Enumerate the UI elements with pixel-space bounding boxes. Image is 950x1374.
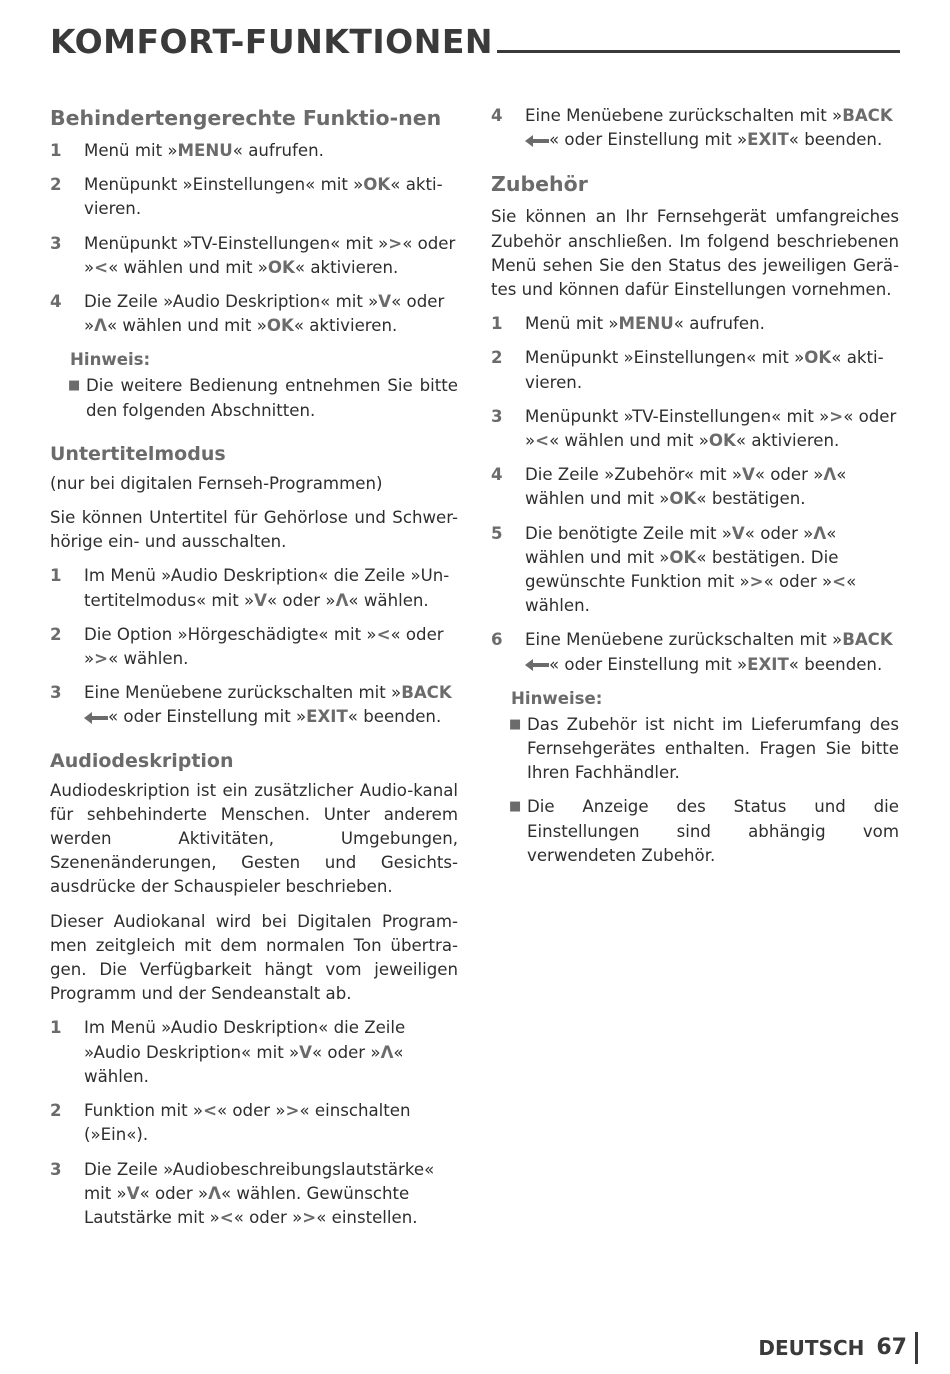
bullet-square-icon: ■ (509, 716, 522, 732)
key-label: EXIT (306, 707, 348, 727)
step-item (491, 628, 899, 676)
step-text-part: Funktion mit » (84, 1101, 204, 1121)
page-footer (758, 1330, 918, 1366)
key-label: MENU (177, 141, 233, 160)
key-label: > (285, 1101, 300, 1121)
step-text-part: Eine Menüebene zurückschalten mit » (525, 106, 843, 125)
step-item (50, 290, 458, 338)
step-number: 2 (50, 175, 62, 195)
key-label: OK (363, 175, 391, 195)
key-label: Λ (823, 465, 837, 485)
key-label: V (378, 292, 392, 312)
step-text-part: « aktivieren. (735, 431, 840, 451)
step-item (491, 104, 899, 152)
section-heading: Behindertengerechte Funktio-nen (50, 106, 442, 130)
step-text-part: « wählen und mit » (525, 465, 847, 509)
key-label: BACK (401, 683, 452, 703)
step-text-part: « akti-vieren. (525, 348, 884, 392)
step-text-part: « oder » (266, 590, 336, 610)
step-text-part: « oder » (139, 1183, 209, 1203)
step-text (84, 290, 458, 338)
key-label: OK (669, 547, 697, 567)
step-text-part: « oder Einstellung mit » (549, 654, 748, 674)
key-label: > (749, 572, 764, 592)
step-text-part: « wählen. (348, 590, 429, 610)
key-label: < (832, 572, 847, 592)
step-text-part: Menüpunkt »TV-Einstellungen« mit » (525, 406, 830, 426)
step-text-part: « oder » (233, 1207, 303, 1227)
step-number: 3 (491, 406, 503, 426)
step-text-part: Im Menü »Audio Deskription« die Zeile »Un-tertitelmodus« mit » (84, 566, 450, 610)
note-item (509, 795, 899, 868)
note-text: Die weitere Bedienung entnehmen Sie bitte den folgenden Abschnitten. (86, 376, 458, 420)
key-label: OK (708, 431, 736, 451)
step-number: 1 (50, 141, 62, 160)
step-text (84, 232, 458, 280)
key-label: Λ (94, 316, 107, 336)
step-text-part: « oder » (311, 1042, 381, 1062)
page-title-bar (50, 20, 900, 70)
step-text (84, 1016, 458, 1089)
step-text-part: Im Menü »Audio Deskription« die Zeile »Audio Deskription« mit » (84, 1018, 406, 1062)
step-item (50, 623, 458, 671)
step-item (491, 522, 899, 619)
step-text-part: Die benötigte Zeile mit » (525, 523, 732, 543)
step-number: 4 (491, 465, 503, 485)
key-label: < (535, 431, 550, 451)
step-number: 4 (491, 106, 503, 125)
key-label: OK (669, 489, 697, 509)
back-arrow-icon (525, 659, 549, 671)
key-label: V (126, 1183, 140, 1203)
step-text-part: « wählen. (84, 1042, 404, 1086)
step-text-part: « oder » (216, 1101, 286, 1121)
step-text-part: « oder » (84, 233, 456, 277)
step-text (84, 681, 458, 729)
step-number: 5 (491, 523, 503, 543)
key-label: OK (266, 316, 294, 336)
key-label: < (203, 1101, 217, 1121)
step-text-part: « oder Einstellung mit » (108, 707, 307, 727)
paragraph: (nur bei digitalen Fernseh-Programmen) (50, 473, 383, 493)
step-number: 3 (50, 683, 62, 703)
step-text-part: Menü mit » (525, 314, 619, 334)
step-text-part: Eine Menüebene zurückschalten mit » (525, 630, 843, 650)
paragraph: Sie können an Ihr Fernsehgerät umfangreiches Zubehör anschließen. Im folgend beschriebenen Menü sehen Sie den Status des jeweiligen Gerä-tes und können dafür Einstellungen vornehmen. (491, 207, 899, 300)
key-label: < (376, 624, 391, 644)
step-item (50, 232, 458, 280)
key-label: < (94, 257, 109, 277)
step-text (84, 139, 458, 163)
step-list (50, 564, 458, 729)
step-text (525, 312, 899, 336)
key-label: > (829, 406, 844, 426)
step-text-part: « wählen. (108, 649, 189, 669)
key-label: Λ (208, 1183, 221, 1203)
step-text-part: « wählen. Gewünschte Lautstärke mit » (84, 1183, 410, 1227)
step-number: 2 (50, 1101, 62, 1121)
step-text (525, 405, 899, 453)
step-text-part: « aktivieren. (294, 257, 399, 277)
step-text-part: « wählen und mit » (108, 257, 268, 277)
bullet-square-icon: ■ (68, 378, 81, 394)
page-title: KOMFORT-FUNKTIONEN (50, 22, 497, 61)
step-item (50, 1158, 458, 1231)
footer-language: DEUTSCH (758, 1336, 865, 1360)
step-item (491, 463, 899, 511)
step-text-part: « oder Einstellung mit » (549, 130, 748, 150)
step-number: 4 (50, 292, 62, 312)
step-item (50, 1016, 458, 1089)
key-label: V (731, 523, 745, 543)
step-text-part: « oder » (754, 465, 824, 485)
step-text-part: Die Zeile »Zubehör« mit » (525, 465, 742, 485)
step-item (50, 681, 458, 729)
note-item (509, 713, 899, 786)
note-item (68, 374, 458, 422)
step-text-part: « beenden. (347, 707, 442, 727)
step-text (525, 104, 899, 152)
key-label: MENU (618, 314, 674, 334)
page-number: 67 (876, 1332, 918, 1364)
step-text-part: « wählen und mit » (549, 431, 709, 451)
step-number: 2 (491, 348, 503, 368)
key-label: > (94, 649, 109, 669)
step-text-part: « wählen und mit » (107, 316, 267, 336)
step-text-part: « akti-vieren. (84, 175, 443, 219)
left-column (50, 104, 458, 1240)
step-text-part: Menüpunkt »TV-Einstellungen« mit » (84, 233, 389, 253)
step-text (84, 1099, 458, 1147)
step-text-part: « oder » (84, 624, 444, 669)
key-label: Λ (380, 1042, 394, 1062)
key-label: BACK (842, 630, 893, 650)
key-label: > (302, 1207, 317, 1227)
step-text-part: Eine Menüebene zurückschalten mit » (84, 683, 402, 703)
step-text-part: « aufrufen. (673, 314, 765, 334)
step-number: 6 (491, 630, 503, 650)
step-text (84, 564, 458, 612)
step-number: 1 (491, 314, 503, 334)
step-text-part: Die Option »Hörgeschädigte« mit » (84, 624, 377, 644)
step-text-part: « aufrufen. (232, 141, 324, 160)
paragraph: Audiodeskription ist ein zusätzlicher Audio-kanal für sehbehinderte Menschen. Unter anderem werden Aktivitäten, Umgebungen, Szenenänderungen, Gesten und Gesichts-ausdrücke der Schauspieler beschrieben. (50, 780, 458, 897)
step-text (525, 346, 899, 394)
step-text-part: « bestätigen. (696, 489, 806, 509)
step-item (50, 139, 458, 163)
step-text-part: Menüpunkt »Einstellungen« mit » (525, 348, 805, 368)
note-title: Hinweise: (511, 688, 603, 708)
step-text-part: Menüpunkt »Einstellungen« mit » (84, 175, 364, 195)
step-text-part: Menü mit » (84, 141, 178, 160)
step-item (491, 346, 899, 394)
step-number: 1 (50, 566, 62, 586)
step-text-part: Die Zeile »Audiobeschreibungslautstärke« mit » (84, 1159, 435, 1203)
step-item (50, 1099, 458, 1147)
step-text (84, 173, 458, 221)
paragraph: Dieser Audiokanal wird bei Digitalen Program-men zeitgleich mit dem normalen Ton übertra-gen. Die Verfügbarkeit hängt vom jeweiligen Programm und der Sendeanstalt ab. (50, 911, 458, 1004)
key-label: < (219, 1207, 234, 1227)
bullet-square-icon: ■ (509, 799, 522, 815)
step-text (525, 463, 899, 511)
step-item (50, 173, 458, 221)
step-text-part: « aktivieren. (293, 316, 398, 336)
key-label: EXIT (747, 130, 789, 150)
step-text-part: « beenden. (788, 654, 883, 674)
key-label: EXIT (747, 654, 789, 674)
key-label: V (741, 465, 755, 485)
step-text-part: « oder » (525, 406, 897, 451)
step-list (50, 1016, 458, 1230)
step-number: 3 (50, 1159, 62, 1179)
key-label: BACK (842, 106, 893, 125)
key-label: Λ (813, 523, 827, 543)
step-number: 2 (50, 624, 62, 644)
step-text-part: « wählen und mit » (525, 523, 837, 567)
back-arrow-icon (525, 135, 549, 147)
note-text: Das Zubehör ist nicht im Lieferumfang des Fernsehgerätes enthalten. Fragen Sie bitte Ihren Fachhändler. (527, 714, 899, 783)
step-text (525, 522, 899, 619)
step-text (525, 628, 899, 676)
note-text: Die Anzeige des Status und die Einstellungen sind abhängig vom verwendeten Zubehör. (527, 797, 899, 865)
section-heading: Zubehör (491, 172, 588, 197)
section-heading: Untertitelmodus (50, 442, 226, 465)
step-item (491, 405, 899, 453)
step-text-part: « bestätigen. Die gewünschte Funktion mit » (525, 547, 839, 592)
key-label: OK (267, 257, 295, 277)
step-text-part: Die Zeile »Audio Deskription« mit » (84, 292, 379, 312)
right-column (491, 104, 899, 878)
key-label: OK (804, 348, 832, 368)
key-label: V (299, 1042, 312, 1062)
paragraph: Sie können Untertitel für Gehörlose und Schwer-hörige ein- und ausschalten. (50, 508, 458, 552)
key-label: V (254, 590, 267, 610)
step-item (50, 564, 458, 612)
step-text (84, 1158, 458, 1231)
step-list (491, 312, 899, 677)
step-text-part: « einstellen. (316, 1207, 418, 1227)
step-text-part: « oder » (763, 572, 833, 592)
step-text-part: « beenden. (788, 130, 883, 150)
step-text-part: « wählen. (525, 572, 857, 616)
back-arrow-icon (84, 712, 108, 724)
step-item (491, 312, 899, 336)
note-title: Hinweis: (70, 350, 151, 370)
key-label: > (388, 233, 403, 253)
step-number: 3 (50, 233, 62, 253)
step-text-part: « oder » (84, 292, 445, 336)
step-text (84, 623, 458, 671)
step-list (50, 139, 458, 338)
step-number: 1 (50, 1018, 62, 1038)
key-label: Λ (335, 590, 349, 610)
section-heading: Audiodeskription (50, 749, 234, 772)
step-text-part: « einschalten (»Ein«). (84, 1101, 411, 1145)
step-text-part: « oder » (744, 523, 814, 543)
